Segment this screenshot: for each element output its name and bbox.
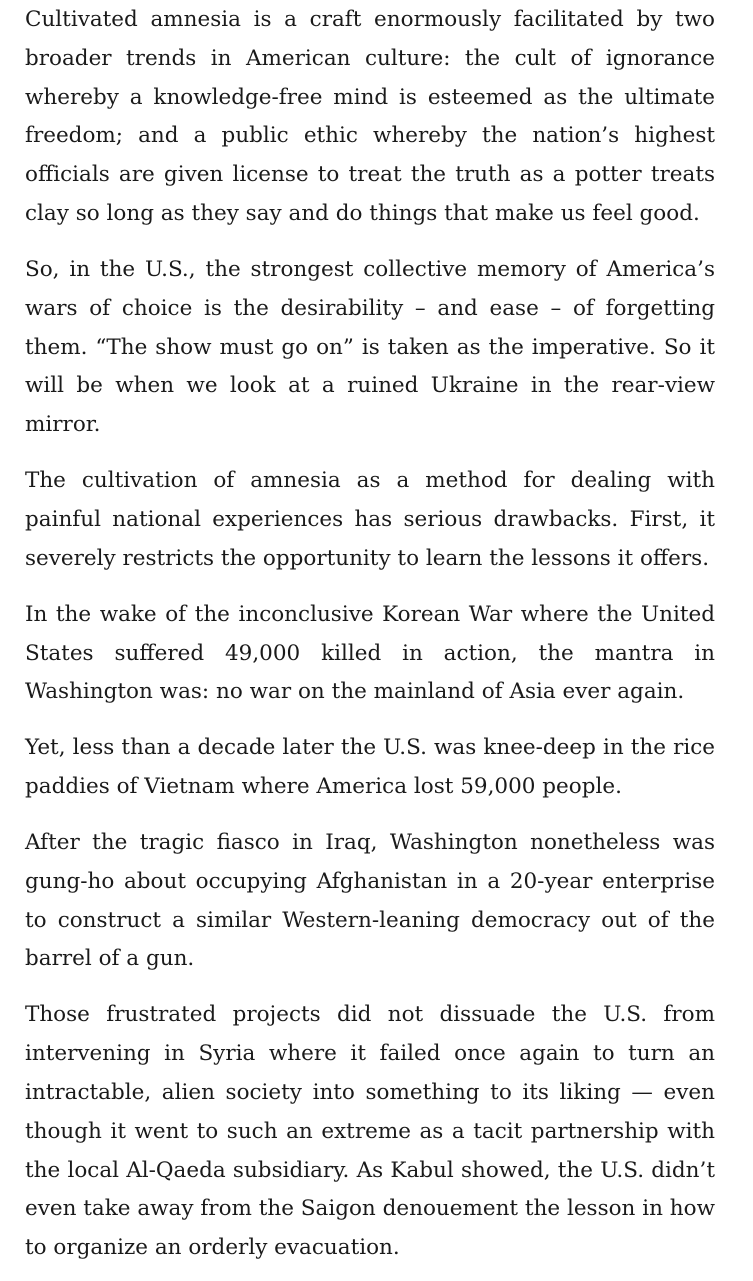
paragraph-7: Those frustrated projects did not dissuade the U.S. from intervening in Syria where it failed once again to turn an intractable, alien society into something to its liking — even though it went to such an extreme as a tacit partnership with the local Al-Qaeda subsidiary. As Kabul showed, the U.S. didn’t even take away from the Saigon denouement the lesson in how to organize an orderly evacuation. <box>25 1002 715 1261</box>
paragraph-5: Yet, less than a decade later the U.S. was knee-deep in the rice paddies of Vietnam where America lost 59,000 people. <box>25 735 715 800</box>
article-body <box>0 1 753 1268</box>
paragraph-2: So, in the U.S., the strongest collective memory of America’s wars of choice is the desirability – and ease – of forgetting them. “The show must go on” is taken as the imperative. So it will be when we look at a ruined Ukraine in the rear-view mirror. <box>25 256 715 438</box>
paragraph-1: Cultivated amnesia is a craft enormously facilitated by two broader trends in American culture: the cult of ignorance whereby a knowledge-free mind is esteemed as the ultimate freedom; and a public ethic whereby the nation’s highest officials are given license to treat the truth as a potter treats clay so long as they say and do things that make us feel good. <box>25 7 715 226</box>
paragraph-6: After the tragic fiasco in Iraq, Washington nonetheless was gung-ho about occupying Afghanistan in a 20-year enterprise to construct a similar Western-leaning democracy out of the barrel of a gun. <box>25 830 715 972</box>
paragraph-4: In the wake of the inconclusive Korean War where the United States suffered 49,000 killed in action, the mantra in Washington was: no war on the mainland of Asia ever again. <box>25 601 715 705</box>
paragraph-3: The cultivation of amnesia as a method for dealing with painful national experiences has serious drawbacks. First, it severely restricts the opportunity to learn the lessons it offers. <box>25 468 715 571</box>
